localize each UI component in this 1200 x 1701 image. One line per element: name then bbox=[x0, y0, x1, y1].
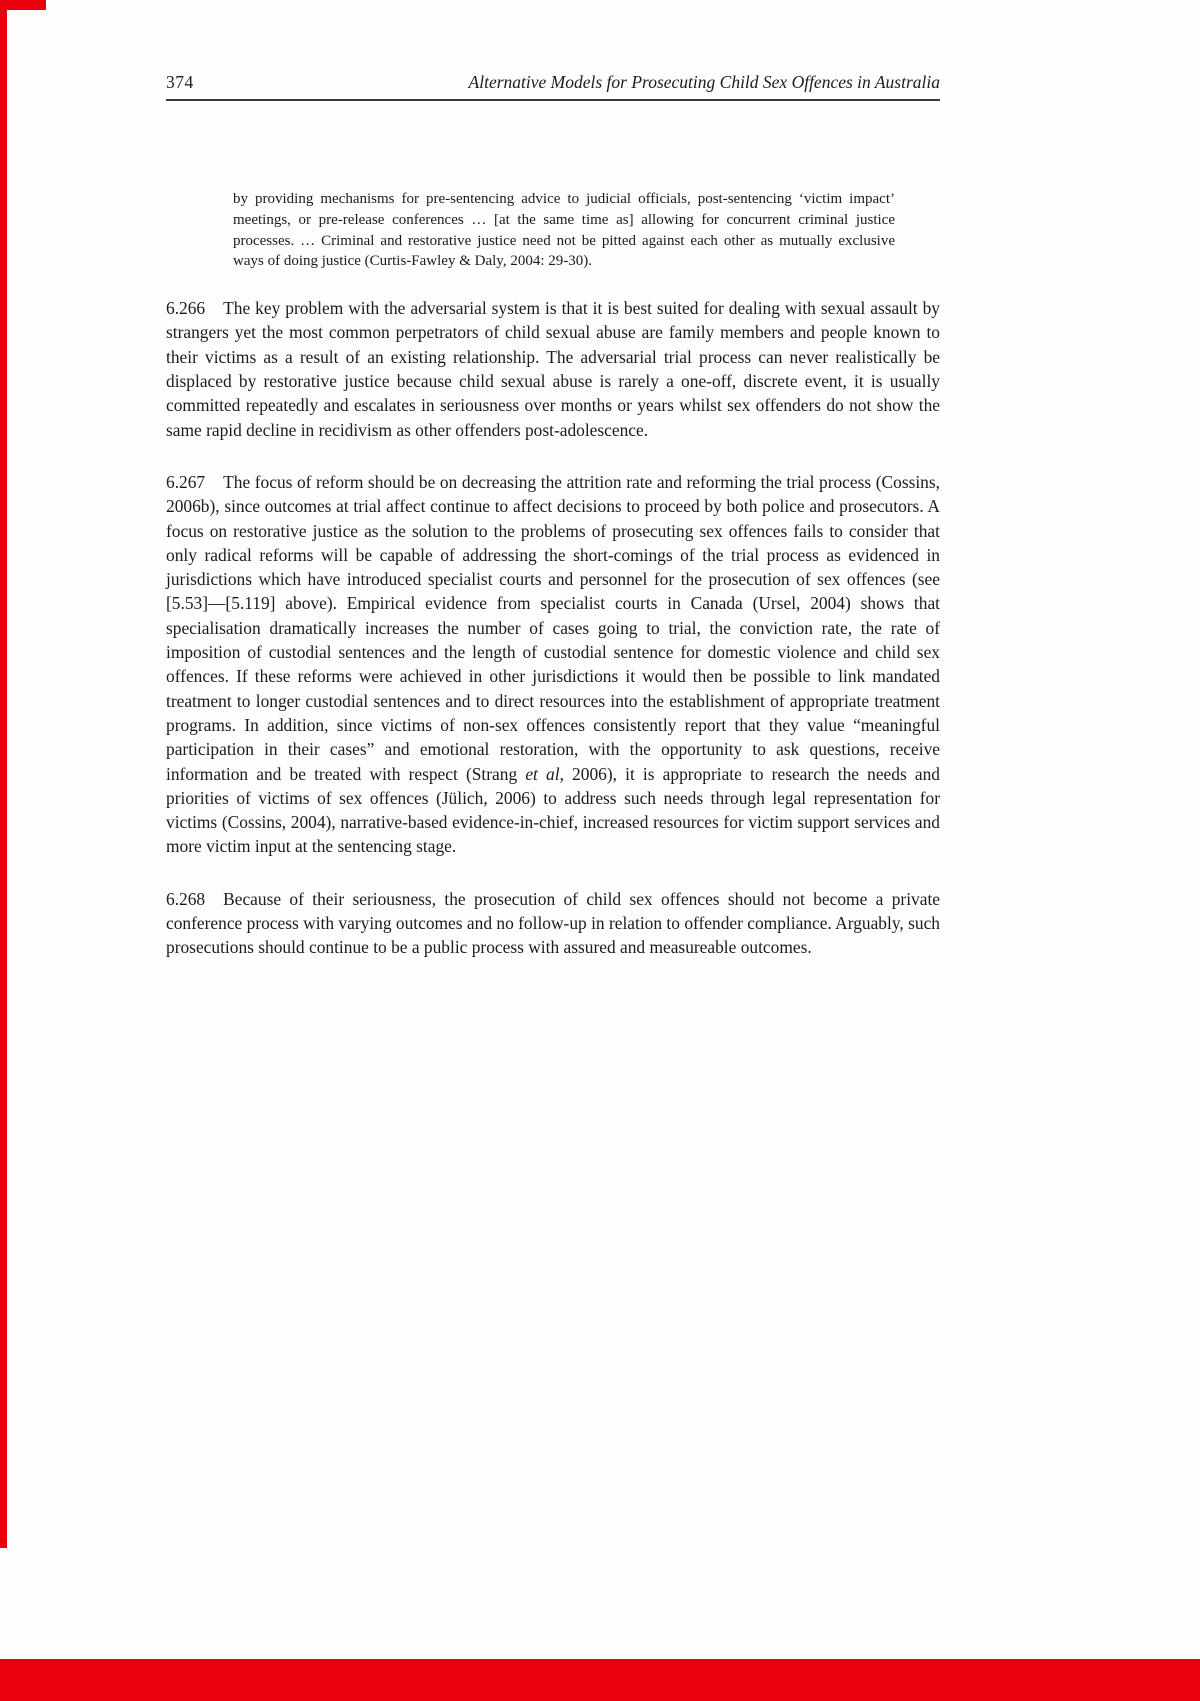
paragraph-6-266 bbox=[166, 296, 940, 442]
scan-edge-mark-left bbox=[0, 0, 7, 1548]
text-segment: The key problem with the adversarial system is that it is best suited for dealing with sexual assault by strangers yet the most common perpetrators of child sexual abuse are family members and people known to their victims as a result of an existing relationship. The adversarial trial process can never realistically be displaced by restorative justice because child sexual abuse is rarely a one-off, discrete event, it is usually committed repeatedly and escalates in seriousness over months or years whilst sex offenders do not show the same rapid decline in recidivism as other offenders post-adolescence. bbox=[166, 298, 940, 440]
text-segment: The focus of reform should be on decreasing the attrition rate and reforming the trial process (Cossins, 2006b), since outcomes at trial affect continue to affect decisions to proceed by both police and prosecutors. A focus on restorative justice as the solution to the problems of prosecuting sex offences fails to consider that only radical reforms will be capable of addressing the short-comings of the trial process as evidenced in jurisdictions which have introduced specialist courts and personnel for the prosecution of sex offences (see [5.53]—[5.119] above). Empirical evidence from specialist courts in Canada (Ursel, 2004) shows that specialisation dramatically increases the number of cases going to trial, the conviction rate, the rate of imposition of custodial sentences and the length of custodial sentence for domestic violence and child sex offences. If these reforms were achieved in other jurisdictions it would then be possible to link mandated treatment to longer custodial sentences and to direct resources into the establishment of appropriate treatment programs. In addition, since victims of non-sex offences consistently report that they value “meaningful participation in their cases” and emotional restoration, with the opportunity to ask questions, receive information and be treated with respect (Strang bbox=[166, 471, 940, 784]
page-content bbox=[166, 0, 940, 960]
scan-edge-mark-bottom bbox=[0, 1659, 1200, 1701]
block-quote: by providing mechanisms for pre-sentencing advice to judicial officials, post-sentencing ‘victim impact’ meetings, or pre-release conferences … [at the same time as] allowing for concurrent criminal justice processes. … Criminal and restorative justice need not be pitted against each other as mutually exclusive ways of doing justice (Curtis-Fawley & Daly, 2004: 29-30). bbox=[233, 191, 895, 270]
paragraph-number: 6.266 bbox=[166, 298, 206, 319]
text-segment: et al bbox=[525, 763, 560, 784]
page-number: 374 bbox=[166, 72, 194, 92]
text-segment: Because of their seriousness, the prosecution of child sex offences should not become a private conference process with varying outcomes and no follow-up in relation to offender compliance. Arguably, such prosecutions should continue to be a public process with assured and measureable outcomes. bbox=[166, 888, 940, 958]
paragraph-text bbox=[166, 472, 940, 856]
paragraph-number: 6.267 bbox=[166, 471, 206, 492]
paragraph-6-268 bbox=[166, 887, 940, 960]
paragraph-number: 6.268 bbox=[166, 888, 206, 909]
page-header bbox=[166, 0, 940, 101]
paragraph-text bbox=[166, 889, 940, 958]
paragraph-6-267 bbox=[166, 470, 940, 859]
paragraph-text bbox=[166, 298, 940, 439]
text-segment: , 2006), it is appropriate to research the needs and priorities of victims of sex offences (Jülich, 2006) to address such needs through legal representation for victims (Cossins, 2004), narrative-based evidence-in-chief, increased resources for victim support services and more victim input at the sentencing stage. bbox=[166, 763, 940, 857]
running-title: Alternative Models for Prosecuting Child Sex Offences in Australia bbox=[468, 72, 940, 92]
